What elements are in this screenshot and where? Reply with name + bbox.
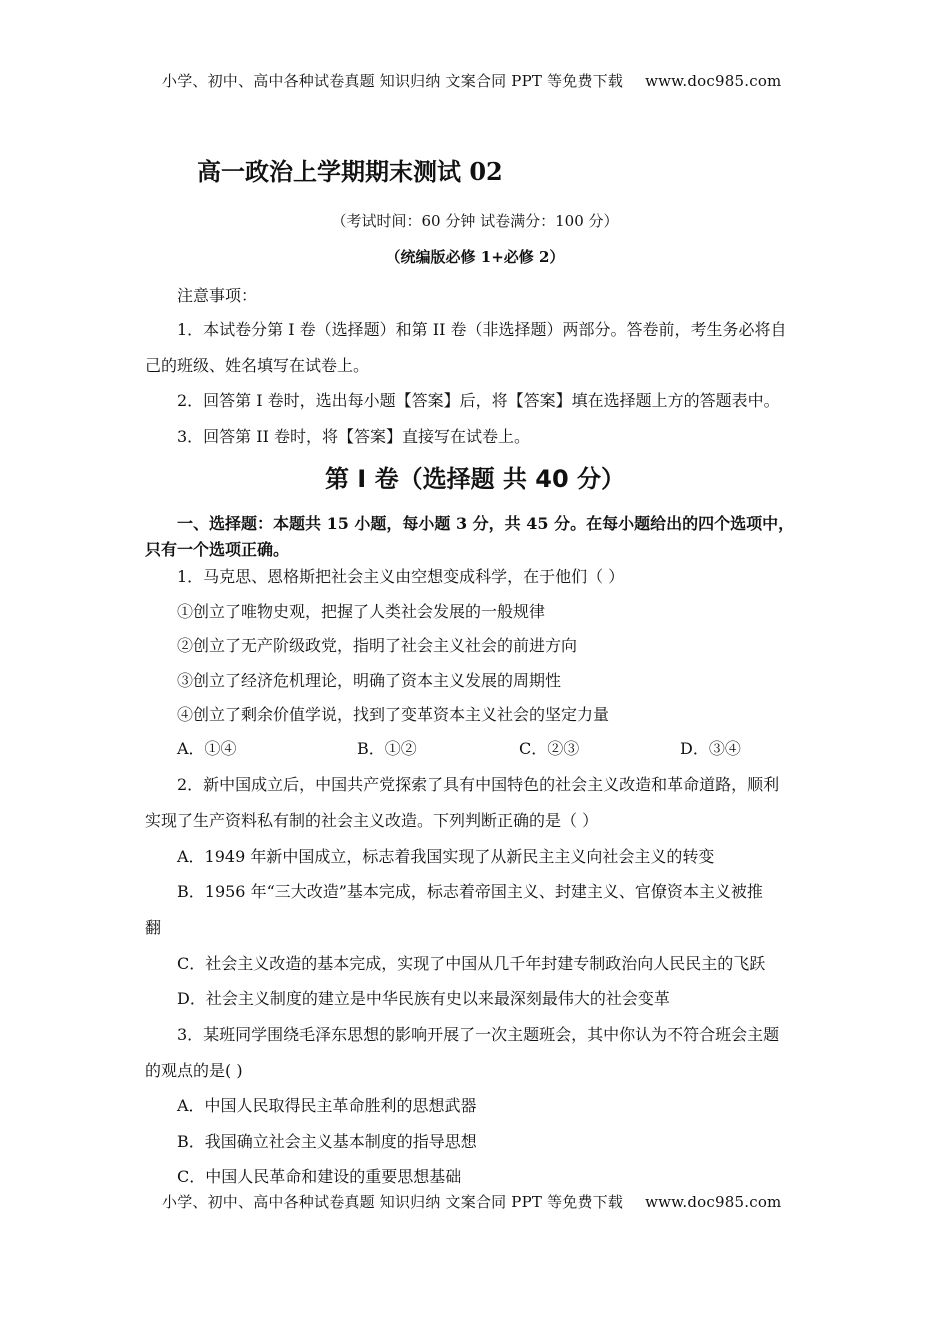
exam-edition: （统编版必修 1+必修 2） bbox=[385, 248, 565, 266]
header-url[interactable]: www.doc985.com bbox=[645, 72, 782, 90]
notes-heading: 注意事项： bbox=[177, 286, 258, 305]
note-item-3: 3．回答第 II 卷时，将【答案】直接写在试卷上。 bbox=[177, 427, 530, 446]
section-title: 第 I 卷（选择题 共 40 分） bbox=[324, 465, 626, 493]
question-1-option-c[interactable]: C．②③ bbox=[519, 739, 580, 758]
footer-text: 小学、初中、高中各种试卷真题 知识归纳 文案合同 PPT 等免费下载 bbox=[162, 1193, 624, 1211]
question-1-statement-4: ④创立了剩余价值学说，找到了变革资本主义社会的坚定力量 bbox=[177, 705, 610, 724]
header-text: 小学、初中、高中各种试卷真题 知识归纳 文案合同 PPT 等免费下载 bbox=[162, 72, 624, 90]
exam-meta: （考试时间：60 分钟 试卷满分：100 分） bbox=[331, 212, 619, 230]
note-item-1: 1．本试卷分第 I 卷（选择题）和第 II 卷（非选择题）两部分。答卷前，考生务必将自 bbox=[177, 320, 787, 339]
question-1-stem: 1．马克思、恩格斯把社会主义由空想变成科学，在于他们（ ） bbox=[177, 567, 625, 586]
section-instruction: 一、选择题：本题共 15 小题，每小题 3 分，共 45 分。在每小题给出的四个选项中， bbox=[177, 514, 795, 533]
question-3-option-c[interactable]: C．中国人民革命和建设的重要思想基础 bbox=[177, 1167, 462, 1186]
question-1-option-a[interactable]: A．①④ bbox=[177, 739, 237, 758]
question-2-stem: 2．新中国成立后，中国共产党探索了具有中国特色的社会主义改造和革命道路，顺利 bbox=[177, 775, 780, 794]
question-1-option-d[interactable]: D．③④ bbox=[680, 739, 741, 758]
question-2-option-c[interactable]: C．社会主义改造的基本完成，实现了中国从几千年封建专制政治向人民民主的飞跃 bbox=[177, 954, 766, 973]
question-1-statement-3: ③创立了经济危机理论，明确了资本主义发展的周期性 bbox=[177, 671, 562, 690]
section-instruction-cont: 只有一个选项正确。 bbox=[145, 540, 290, 559]
question-1-statement-2: ②创立了无产阶级政党，指明了社会主义社会的前进方向 bbox=[177, 636, 578, 655]
note-item-1-cont: 己的班级、姓名填写在试卷上。 bbox=[145, 356, 370, 375]
question-1-options bbox=[177, 736, 810, 758]
question-2-option-b-cont: 翻 bbox=[145, 918, 162, 937]
question-3-option-a[interactable]: A．中国人民取得民主革命胜利的思想武器 bbox=[177, 1096, 477, 1115]
footer-url[interactable]: www.doc985.com bbox=[645, 1193, 782, 1211]
page-footer bbox=[162, 1191, 781, 1212]
question-2-stem-cont: 实现了生产资料私有制的社会主义改造。下列判断正确的是（ ） bbox=[145, 811, 599, 830]
question-2-option-a[interactable]: A．1949 年新中国成立，标志着我国实现了从新民主主义向社会主义的转变 bbox=[177, 847, 715, 866]
note-item-2: 2．回答第 I 卷时，选出每小题【答案】后，将【答案】填在选择题上方的答题表中。 bbox=[177, 391, 780, 410]
question-3-stem-cont: 的观点的是( ) bbox=[145, 1061, 243, 1080]
exam-title: 高一政治上学期期末测试 02 bbox=[197, 157, 503, 186]
question-3-option-b[interactable]: B．我国确立社会主义基本制度的指导思想 bbox=[177, 1132, 477, 1151]
question-2-option-b[interactable]: B．1956 年“三大改造”基本完成，标志着帝国主义、封建主义、官僚资本主义被推 bbox=[177, 882, 763, 901]
question-2-option-d[interactable]: D．社会主义制度的建立是中华民族有史以来最深刻最伟大的社会变革 bbox=[177, 989, 670, 1008]
page-header bbox=[162, 70, 781, 91]
question-3-stem: 3．某班同学围绕毛泽东思想的影响开展了一次主题班会，其中你认为不符合班会主题 bbox=[177, 1025, 780, 1044]
question-1-option-b[interactable]: B．①② bbox=[357, 739, 417, 758]
question-1-statement-1: ①创立了唯物史观，把握了人类社会发展的一般规律 bbox=[177, 602, 546, 621]
